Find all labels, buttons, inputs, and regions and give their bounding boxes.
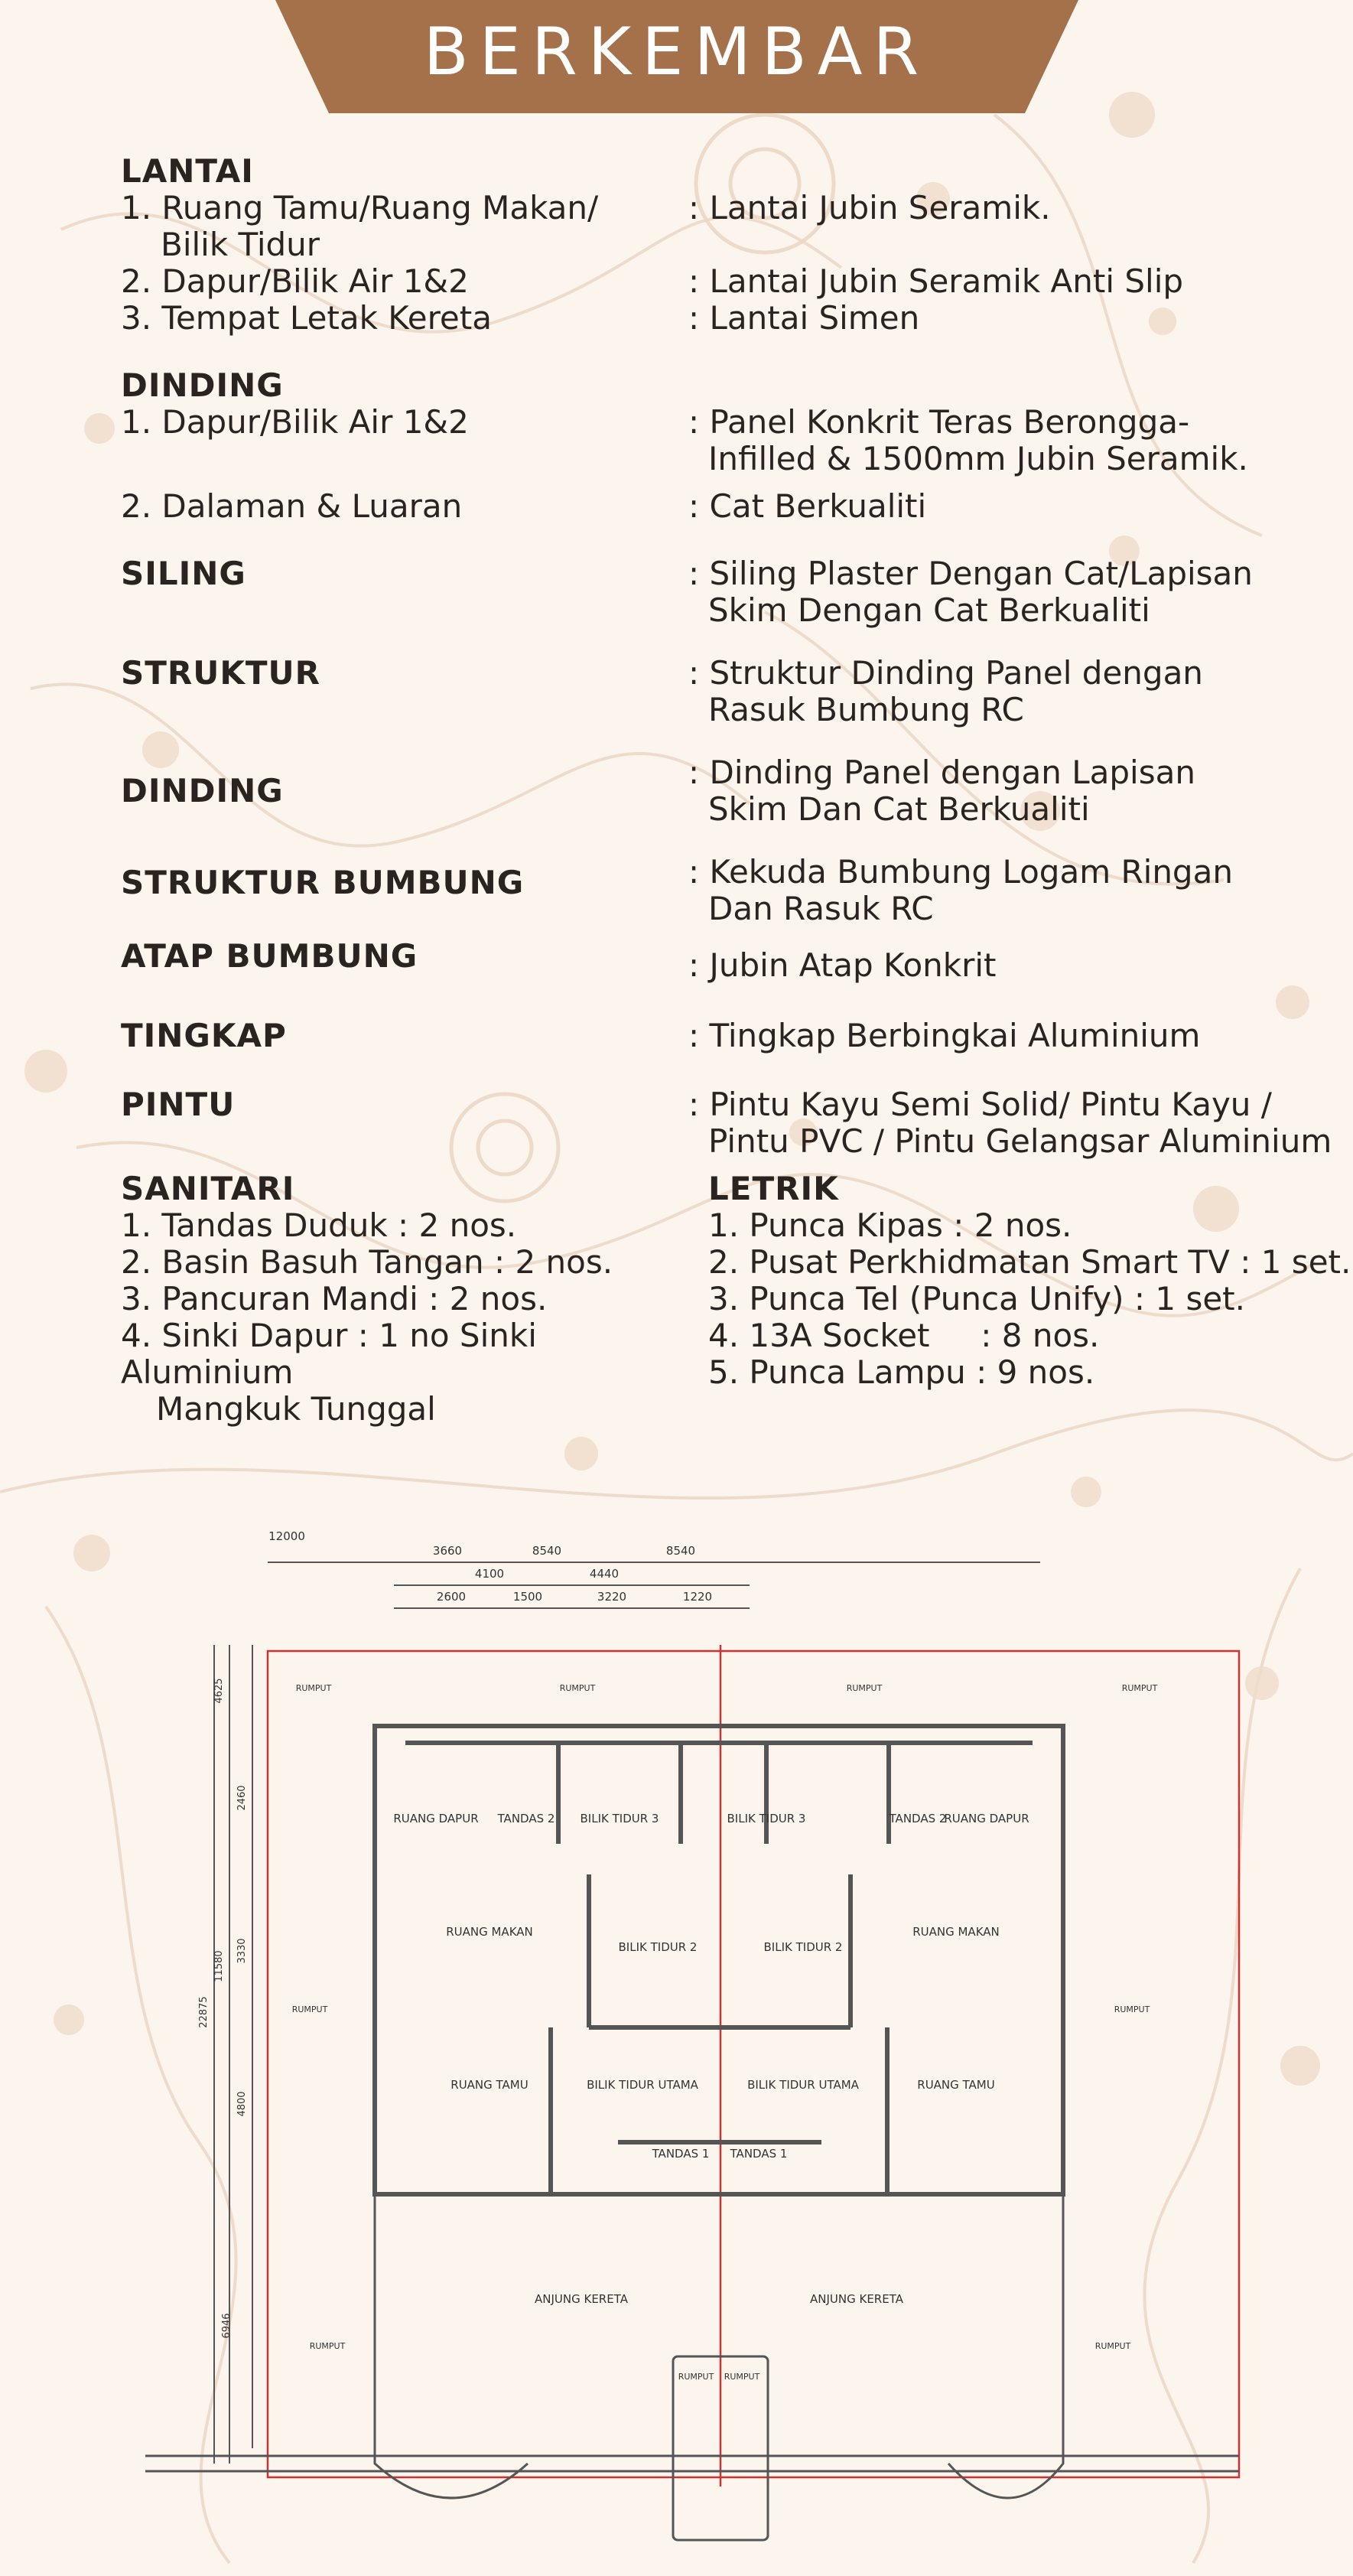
spec-heading: STRUKTUR [121, 654, 320, 692]
spec-value: : Pintu Kayu Semi Solid/ Pintu Kayu / [688, 1086, 1272, 1123]
dinding-item-label: 2. Dalaman & Luaran [121, 487, 463, 525]
dim-label: 1220 [682, 1590, 713, 1604]
sanitari-item: 2. Basin Basuh Tangan : 2 nos. [121, 1243, 613, 1281]
room-ruang-tamu: RUANG TAMU [450, 2078, 529, 2092]
lawn-label: RUMPUT [724, 2372, 760, 2382]
spec-row-atap-bumbung [121, 938, 1329, 984]
dim-label: 12000 [268, 1529, 305, 1543]
room-bilik-tidur-2: BILIK TIDUR 2 [763, 1940, 843, 1954]
lawn-label: RUMPUT [846, 1683, 883, 1693]
letrik-item: 3. Punca Tel (Punca Unify) : 1 set. [708, 1280, 1245, 1317]
sanitari-item: 3. Pancuran Mandi : 2 nos. [121, 1280, 548, 1317]
spec-value-cont: Pintu PVC / Pintu Gelangsar Aluminium [708, 1122, 1332, 1160]
dim-label: 3220 [597, 1590, 627, 1604]
dim-label: 4800 [236, 2091, 248, 2117]
spec-row-siling [121, 555, 1329, 629]
spec-value-cont: Dan Rasuk RC [708, 890, 934, 927]
page-title: BERKEMBAR [423, 14, 930, 90]
dinding-item-value: : Cat Berkualiti [688, 487, 927, 525]
dinding-item-value-cont: Infilled & 1500mm Jubin Seramik. [708, 440, 1248, 477]
spec-heading: STRUKTUR BUMBUNG [121, 864, 525, 901]
spec-value-cont: Skim Dengan Cat Berkualiti [708, 591, 1150, 629]
dim-label: 11580 [213, 1950, 225, 1982]
dinding-heading: DINDING [121, 366, 284, 404]
letrik-heading: LETRIK [708, 1170, 839, 1207]
dim-label: 2460 [236, 1785, 248, 1811]
spec-value: : Tingkap Berbingkai Aluminium [688, 1017, 1201, 1054]
dinding-item-value: : Panel Konkrit Teras Berongga- [688, 403, 1190, 441]
room-ruang-dapur: RUANG DAPUR [944, 1812, 1029, 1825]
spec-value: : Siling Plaster Dengan Cat/Lapisan [688, 555, 1253, 592]
lantai-item-label: 2. Dapur/Bilik Air 1&2 [121, 262, 469, 300]
letrik-item: 1. Punca Kipas : 2 nos. [708, 1207, 1072, 1244]
room-ruang-dapur: RUANG DAPUR [393, 1812, 479, 1825]
spec-row-pintu [121, 1086, 1332, 1160]
dim-label: 4100 [474, 1567, 505, 1581]
sanitari-column [121, 1171, 688, 1428]
sanitari-item: 4. Sinki Dapur : 1 no Sinki Aluminium [121, 1317, 537, 1391]
spec-heading: SILING [121, 555, 246, 592]
dim-label: 3660 [432, 1544, 463, 1558]
specification-list [121, 152, 1351, 1428]
lawn-label: RUMPUT [1094, 2341, 1131, 2351]
lantai-item-value: : Lantai Simen [688, 299, 920, 337]
lawn-label: RUMPUT [295, 1683, 332, 1693]
spec-row-tingkap [121, 1018, 1329, 1054]
spec-row-struktur [121, 655, 1329, 728]
lantai-item-label-cont: Bilik Tidur [161, 226, 320, 263]
spec-value: : Struktur Dinding Panel dengan [688, 654, 1203, 692]
room-bilik-tidur-utama: BILIK TIDUR UTAMA [587, 2078, 698, 2092]
lantai-item-label: 1. Ruang Tamu/Ruang Makan/ [121, 189, 599, 226]
room-bilik-tidur-2: BILIK TIDUR 2 [618, 1940, 698, 1954]
floor-plan [130, 1529, 1231, 2548]
spec-row-dinding [121, 754, 1329, 828]
spec-value: : Jubin Atap Konkrit [688, 946, 997, 984]
lantai-item [121, 300, 1329, 337]
spec-row-struktur-bumbung [121, 854, 1329, 927]
spec-value-cont: Rasuk Bumbung RC [708, 691, 1024, 728]
sanitari-item-cont: Mangkuk Tunggal [156, 1390, 436, 1428]
room-anjung-kereta: ANJUNG KERETA [810, 2292, 903, 2306]
spec-heading: DINDING [121, 772, 284, 809]
dinding-item [121, 404, 1329, 477]
lawn-label: RUMPUT [309, 2341, 346, 2351]
letrik-item: 2. Pusat Perkhidmatan Smart TV : 1 set. [708, 1243, 1351, 1281]
lawn-label: RUMPUT [1121, 1683, 1158, 1693]
lantai-item [121, 263, 1329, 300]
lantai-item-label: 3. Tempat Letak Kereta [121, 299, 492, 337]
dim-label: 8540 [665, 1544, 696, 1558]
room-tandas-2: TANDAS 2 [889, 1812, 947, 1825]
lawn-label: RUMPUT [678, 2372, 714, 2382]
dinding-item [121, 488, 1329, 525]
lantai-heading: LANTAI [121, 152, 254, 190]
room-anjung-kereta: ANJUNG KERETA [535, 2292, 628, 2306]
room-ruang-tamu: RUANG TAMU [917, 2078, 995, 2092]
sanitari-heading: SANITARI [121, 1170, 295, 1207]
title-banner [0, 0, 1353, 115]
lawn-label: RUMPUT [1114, 2004, 1150, 2014]
spec-value-cont: Skim Dan Cat Berkualiti [708, 790, 1090, 828]
lantai-item [121, 190, 1329, 263]
sanitari-letrik-section [121, 1170, 1351, 1428]
lantai-section [121, 153, 1329, 337]
dinding-section [121, 367, 1329, 525]
spec-value: : Kekuda Bumbung Logam Ringan [688, 853, 1233, 891]
room-ruang-makan: RUANG MAKAN [912, 1925, 1000, 1939]
room-tandas-1: TANDAS 1 [730, 2147, 788, 2161]
room-bilik-tidur-utama: BILIK TIDUR UTAMA [747, 2078, 859, 2092]
spec-heading: PINTU [121, 1086, 236, 1123]
room-bilik-tidur-3: BILIK TIDUR 3 [727, 1812, 806, 1825]
dim-label: 4440 [589, 1567, 620, 1581]
sanitari-item: 1. Tandas Duduk : 2 nos. [121, 1207, 517, 1244]
lantai-item-value: : Lantai Jubin Seramik. [688, 189, 1051, 226]
room-bilik-tidur-3: BILIK TIDUR 3 [580, 1812, 659, 1825]
room-ruang-makan: RUANG MAKAN [446, 1925, 533, 1939]
spec-heading: TINGKAP [121, 1017, 287, 1054]
room-tandas-1: TANDAS 1 [652, 2147, 710, 2161]
lawn-label: RUMPUT [291, 2004, 328, 2014]
dim-label: 2600 [436, 1590, 467, 1604]
dim-label: 22875 [198, 1996, 210, 2028]
lantai-item-value: : Lantai Jubin Seramik Anti Slip [688, 262, 1184, 300]
dim-label: 4625 [213, 1678, 225, 1704]
dim-label: 1500 [512, 1590, 543, 1604]
dim-label: 3330 [236, 1938, 248, 1964]
dim-label: 8540 [532, 1544, 562, 1558]
lawn-label: RUMPUT [559, 1683, 596, 1693]
room-tandas-2: TANDAS 2 [497, 1812, 555, 1825]
dim-label: 6946 [221, 2313, 233, 2339]
letrik-item: 4. 13A Socket : 8 nos. [708, 1317, 1100, 1354]
dinding-item-label: 1. Dapur/Bilik Air 1&2 [121, 403, 469, 441]
letrik-column [688, 1171, 1351, 1428]
spec-heading: ATAP BUMBUNG [121, 937, 418, 975]
spec-value: : Dinding Panel dengan Lapisan [688, 754, 1195, 791]
letrik-item: 5. Punca Lampu : 9 nos. [708, 1353, 1095, 1391]
